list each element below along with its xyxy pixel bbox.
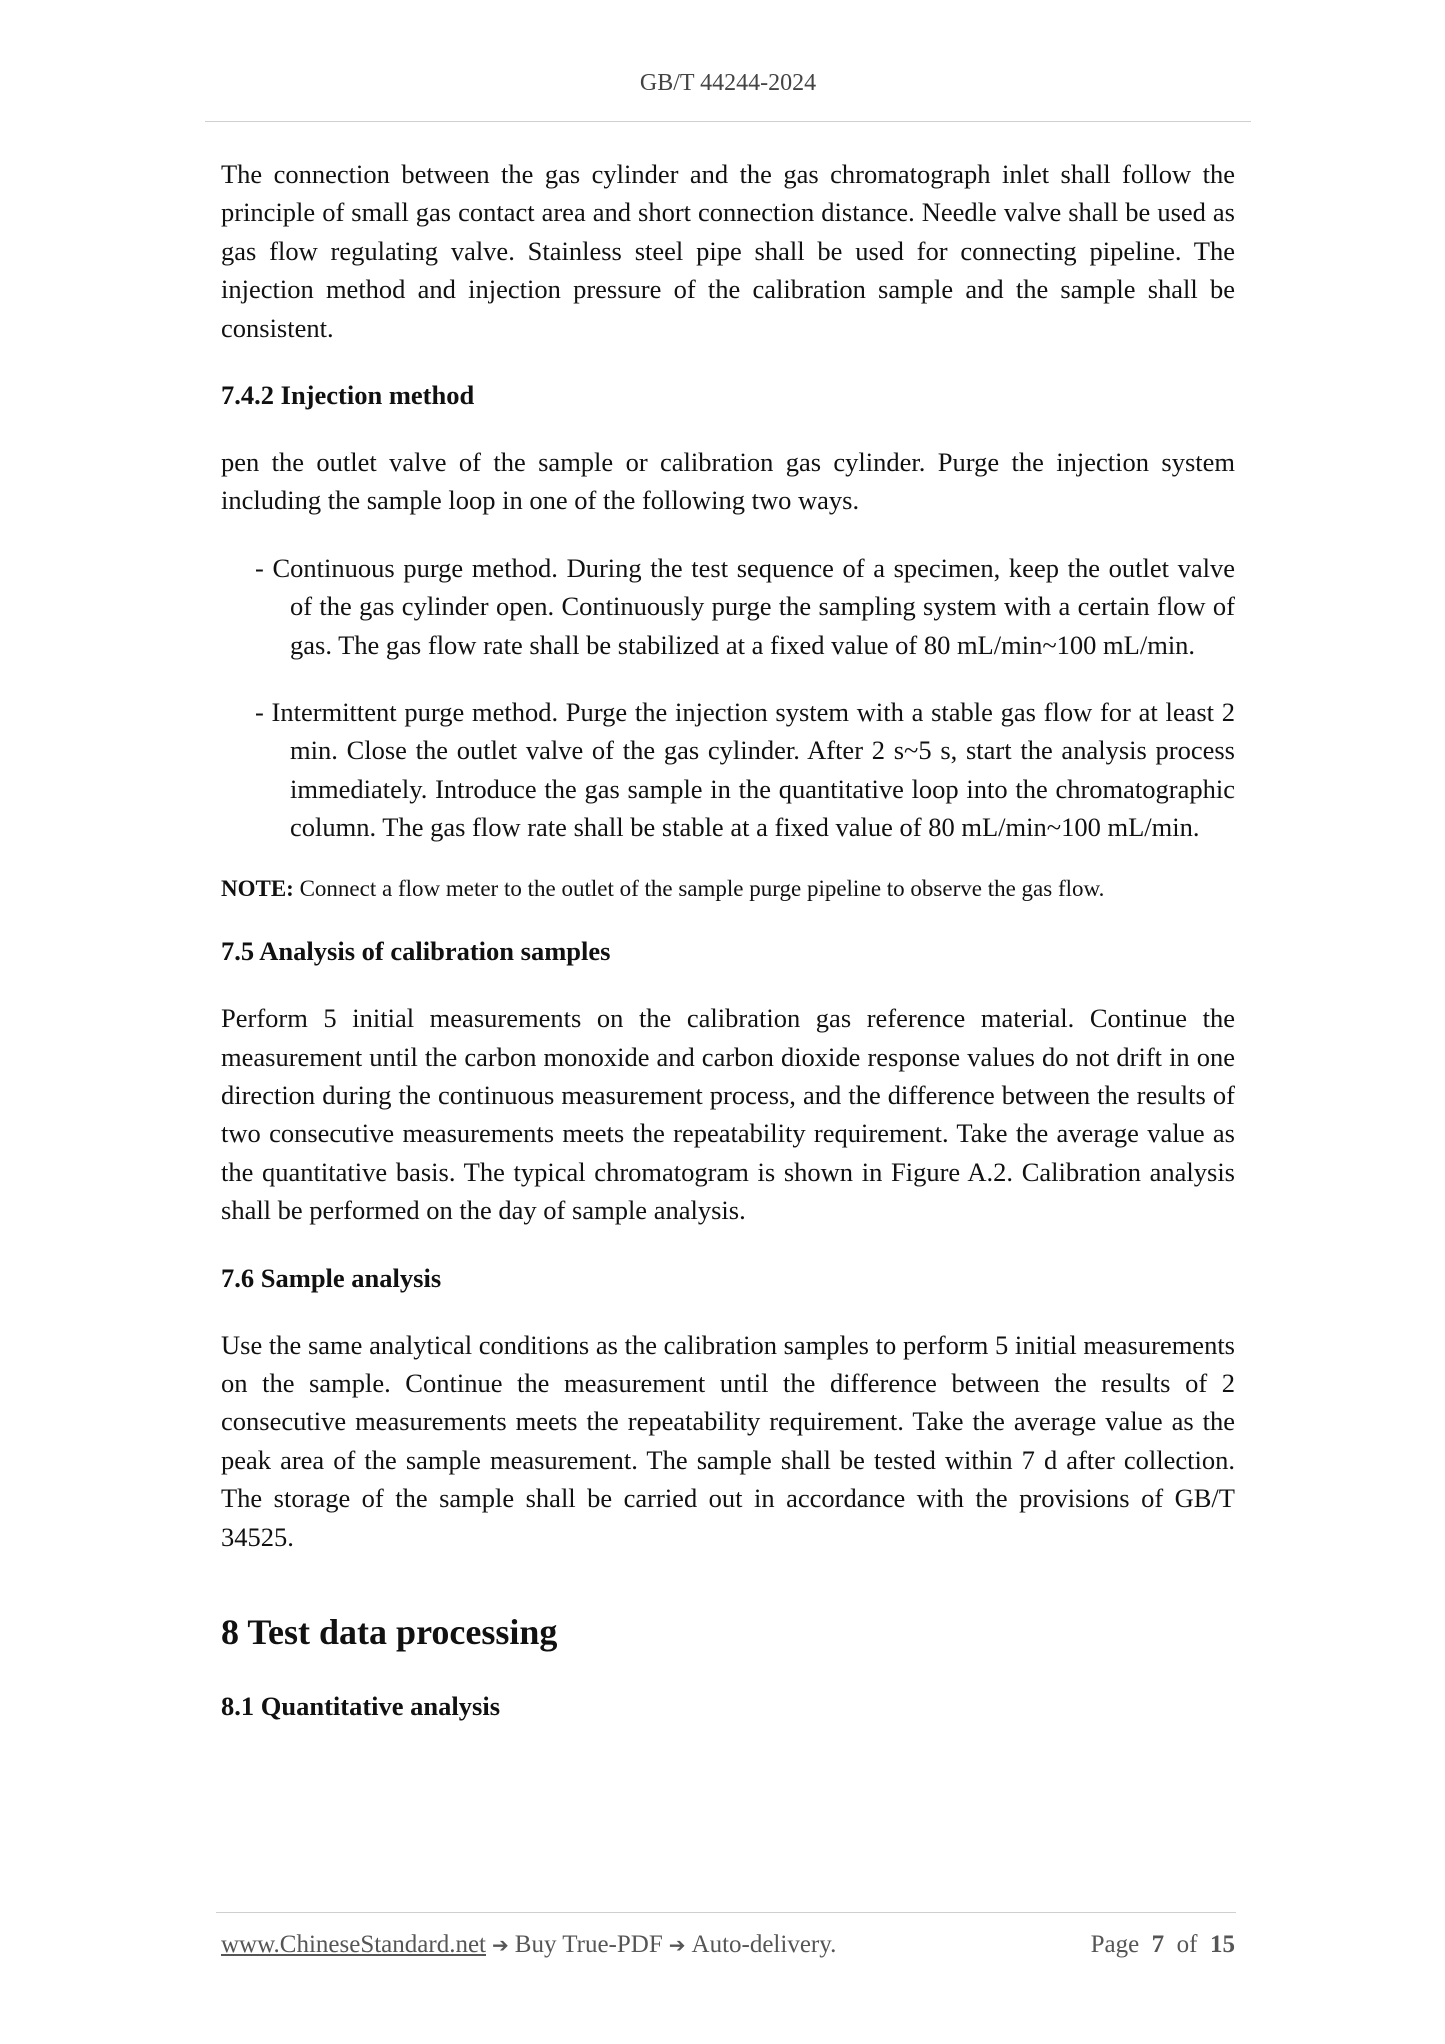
- header-rule: [205, 121, 1251, 122]
- injection-method-paragraph: pen the outlet valve of the sample or calibration gas cylinder. Purge the injection system including the sample loop in one of the following two ways.: [221, 447, 1235, 516]
- heading-7-6: 7.6 Sample analysis: [221, 1262, 442, 1293]
- arrow-right-icon: ➔: [668, 1933, 686, 1957]
- buy-true-pdf-text: Buy True-PDF: [514, 1931, 663, 1958]
- sample-analysis-paragraph: Use the same analytical conditions as the calibration samples to perform 5 initial measurements on the sample. Continue the measurement until the difference between the results of 2 consecutive measurements meets the repeatability requirement. Take the average value as the peak area of the sample measurement. The sample shall be tested within 7 d after collection. The storage of the sample shall be carried out in accordance with the provisions of GB/T 34525.: [221, 1329, 1235, 1552]
- note-label: NOTE:: [221, 876, 294, 902]
- heading-7-4-2: 7.4.2 Injection method: [221, 380, 475, 411]
- page-total: 15: [1210, 1931, 1235, 1958]
- page-label: Page: [1090, 1931, 1140, 1958]
- footer-rule: [216, 1912, 1236, 1913]
- page-header: GB/T 44244-2024: [639, 70, 817, 96]
- page-footer: [221, 1931, 1235, 1959]
- page-indicator: [1091, 1931, 1235, 1959]
- chinesestandard-link[interactable]: www.ChineseStandard.net: [221, 1931, 486, 1958]
- arrow-right-icon: ➔: [492, 1933, 509, 1957]
- auto-delivery-text: Auto-delivery.: [691, 1931, 837, 1958]
- document-body: [221, 155, 1235, 1725]
- bullet-intermittent-purge: - Intermittent purge method. Purge the injection system with a stable gas flow for at least 2 min. Close the outlet valve of the gas cylinder. After 2 s~5 s, start the analysis process immediately. Introduce the gas sample in the quantitative loop into the chromatographic column. The gas flow rate shall be stable at a fixed value of 80 mL/min~100 mL/min.: [255, 697, 1235, 843]
- heading-8: 8 Test data processing: [221, 1612, 558, 1653]
- heading-8-1: 8.1 Quantitative analysis: [221, 1691, 501, 1722]
- page-number: 7: [1151, 1931, 1165, 1958]
- footer-left: [221, 1931, 836, 1959]
- heading-7-5: 7.5 Analysis of calibration samples: [221, 936, 611, 967]
- intro-paragraph: The connection between the gas cylinder and the gas chromatograph inlet shall follow the principle of small gas contact area and short connection distance. Needle valve shall be used as gas flow regulating valve. Stainless steel pipe shall be used for connecting pipeline. The injection method and injection pressure of the calibration sample and the sample shall be consistent.: [221, 159, 1235, 343]
- calibration-analysis-paragraph: Perform 5 initial measurements on the calibration gas reference material. Continue the measurement until the carbon monoxide and carbon dioxide response values do not drift in one direction during the continuous measurement process, and the difference between the results of two consecutive measurements meets the repeatability requirement. Take the average value as the quantitative basis. The typical chromatogram is shown in Figure A.2. Calibration analysis shall be performed on the day of sample analysis.: [221, 1003, 1235, 1226]
- bullet-continuous-purge: - Continuous purge method. During the test sequence of a specimen, keep the outlet valve of the gas cylinder open. Continuously purge the sampling system with a certain flow of gas. The gas flow rate shall be stabilized at a fixed value of 80 mL/min~100 mL/min.: [255, 552, 1235, 660]
- note-text: Connect a flow meter to the outlet of the sample purge pipeline to observe the gas flow.: [293, 876, 1105, 902]
- note: [221, 873, 1235, 905]
- of-label: of: [1176, 1931, 1198, 1958]
